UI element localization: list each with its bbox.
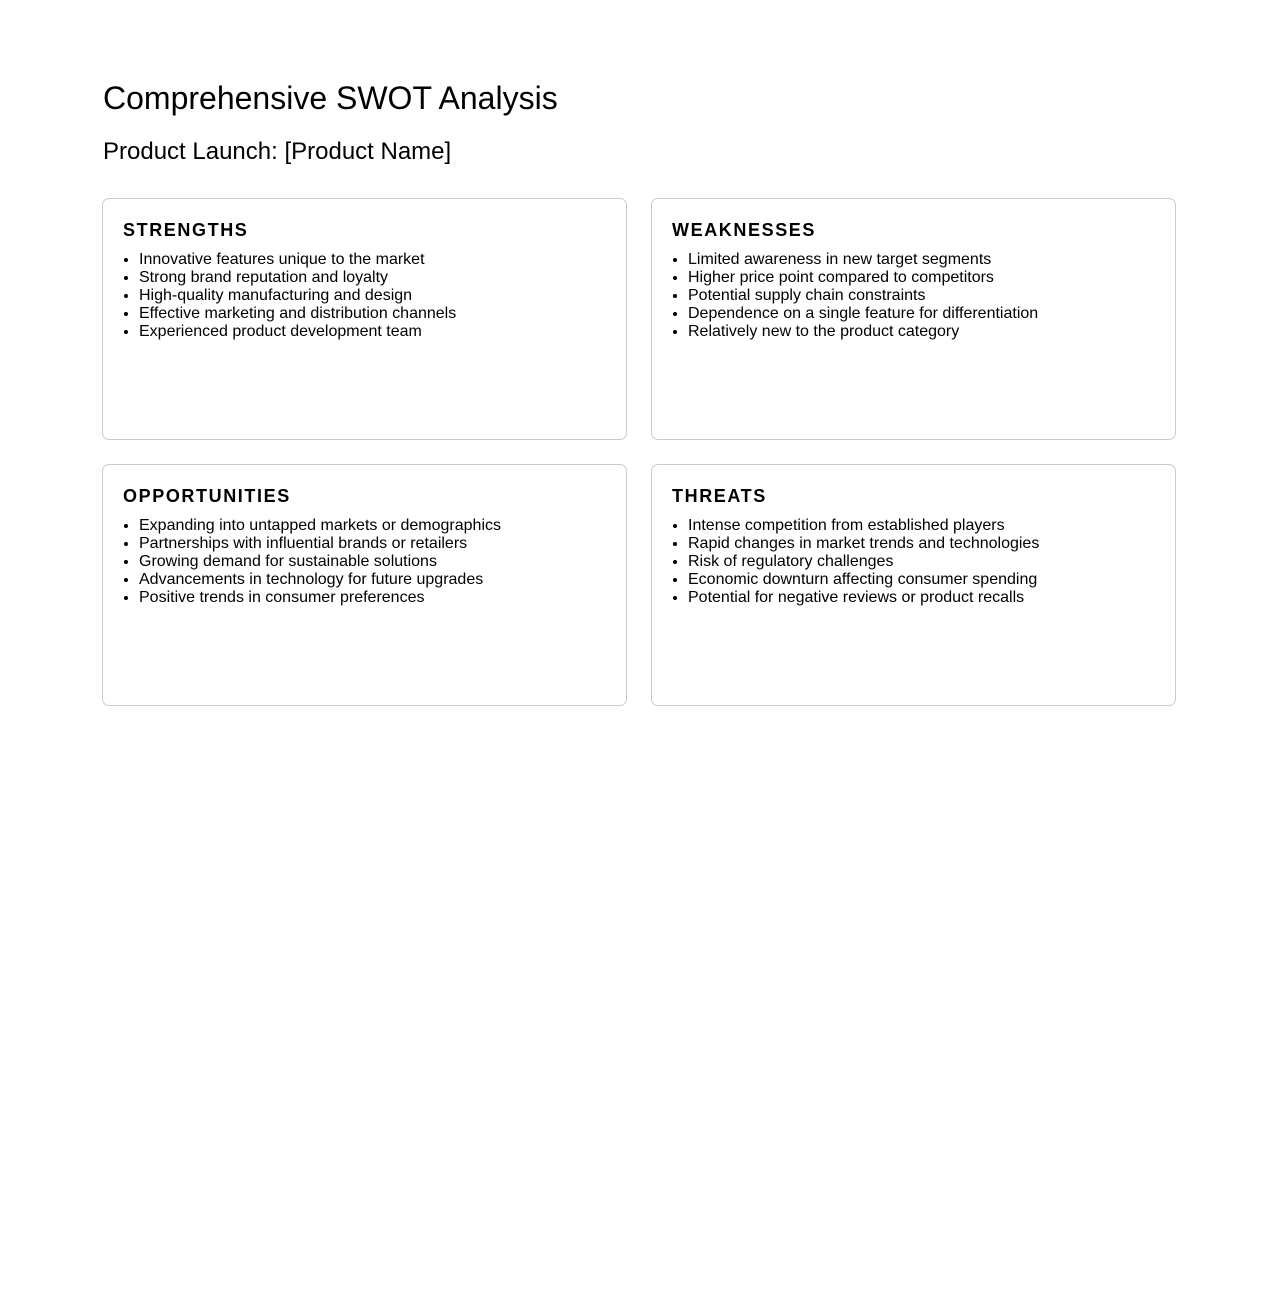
page-title: Comprehensive SWOT Analysis	[103, 80, 558, 116]
opportunities-list	[123, 517, 606, 607]
weaknesses-list	[672, 251, 1155, 341]
list-item: • Economic downturn affecting consumer spending	[688, 571, 1155, 589]
strengths-heading: STRENGTHS	[123, 220, 249, 240]
list-item: • Intense competition from established players	[688, 517, 1155, 535]
list-item: • Risk of regulatory challenges	[688, 553, 1155, 571]
list-item: • Potential for negative reviews or product recalls	[688, 589, 1155, 607]
list-item: • High-quality manufacturing and design	[139, 287, 606, 305]
strengths-card	[102, 198, 627, 440]
opportunities-heading: OPPORTUNITIES	[123, 486, 291, 506]
list-item: • Experienced product development team	[139, 323, 606, 341]
list-item: • Innovative features unique to the market	[139, 251, 606, 269]
list-item: • Strong brand reputation and loyalty	[139, 269, 606, 287]
threats-list	[672, 517, 1155, 607]
weaknesses-heading: WEAKNESSES	[672, 220, 817, 240]
list-item: • Potential supply chain constraints	[688, 287, 1155, 305]
list-item: • Dependence on a single feature for differentiation	[688, 305, 1155, 323]
swot-grid	[102, 198, 1176, 706]
list-item: • Positive trends in consumer preferences	[139, 589, 606, 607]
page-subtitle: Product Launch: [Product Name]	[103, 138, 452, 165]
list-item: • Rapid changes in market trends and technologies	[688, 535, 1155, 553]
strengths-list	[123, 251, 606, 341]
list-item: • Advancements in technology for future upgrades	[139, 571, 606, 589]
opportunities-card	[102, 464, 627, 706]
list-item: • Relatively new to the product category	[688, 323, 1155, 341]
list-item: • Partnerships with influential brands or retailers	[139, 535, 606, 553]
list-item: • Growing demand for sustainable solutions	[139, 553, 606, 571]
list-item: • Limited awareness in new target segments	[688, 251, 1155, 269]
list-item: • Expanding into untapped markets or demographics	[139, 517, 606, 535]
list-item: • Effective marketing and distribution channels	[139, 305, 606, 323]
threats-heading: THREATS	[672, 486, 767, 506]
weaknesses-card	[651, 198, 1176, 440]
list-item: • Higher price point compared to competitors	[688, 269, 1155, 287]
threats-card	[651, 464, 1176, 706]
